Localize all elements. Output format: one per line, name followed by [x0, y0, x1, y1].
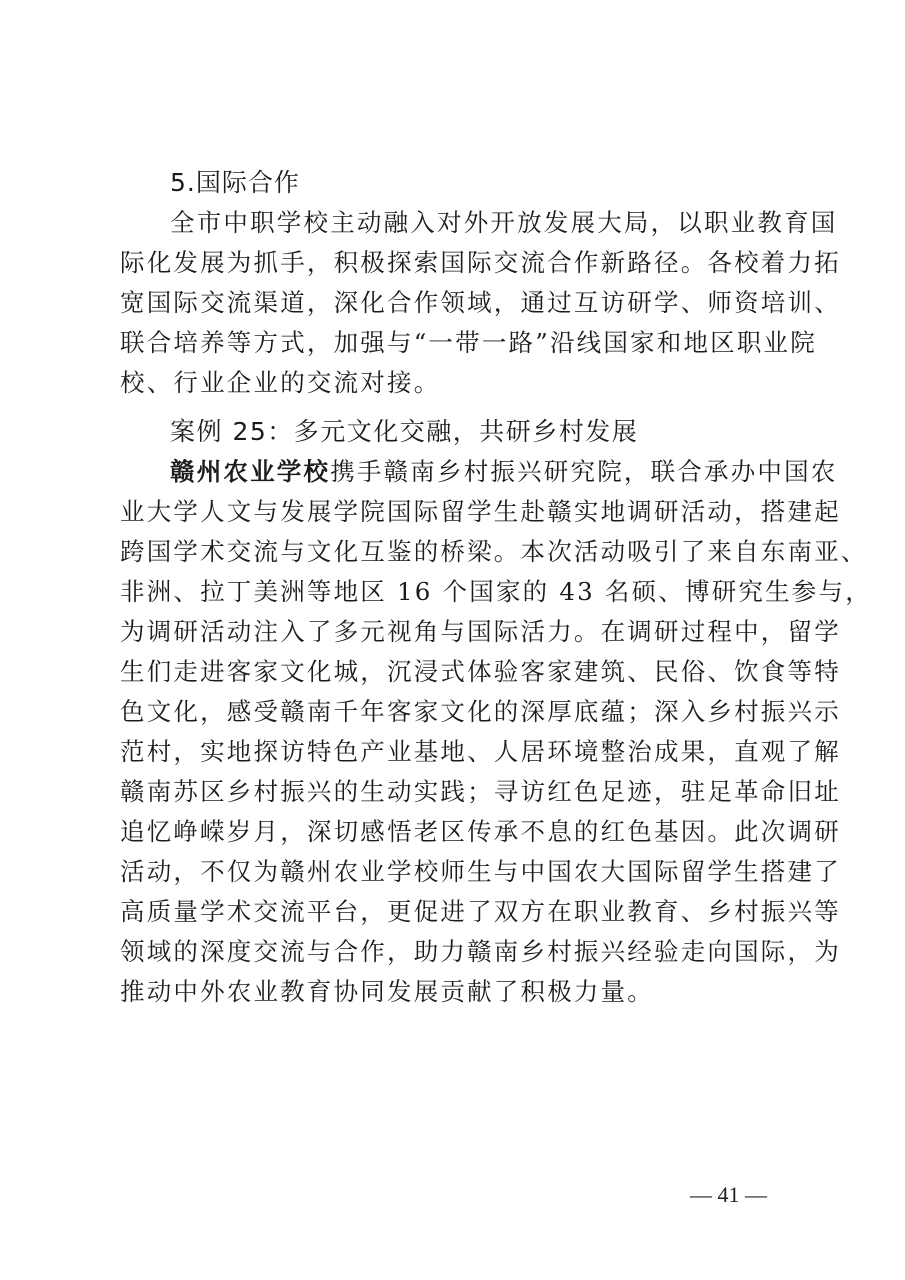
paragraph-line: 联合培养等方式，加强与“一带一路”沿线国家和地区职业院 [120, 328, 817, 357]
paragraph-line: 际化发展为抓手，积极探索国际交流合作新路径。各校着力拓 [120, 248, 841, 277]
case-line: 为调研活动注入了多元视角与国际活力。在调研过程中，留学 [120, 617, 841, 646]
page-number: — 41 — [690, 1182, 767, 1207]
case-line: 活动，不仅为赣州农业学校师生与中国农大国际留学生搭建了 [120, 857, 841, 886]
case-line: 非洲、拉丁美洲等地区 16 个国家的 43 名硕、博研究生参与， [120, 577, 872, 606]
case-line: 高质量学术交流平台，更促进了双方在职业教育、乡村振兴等 [120, 897, 841, 926]
case-line: 领域的深度交流与合作，助力赣南乡村振兴经验走向国际，为 [120, 937, 841, 966]
case-line: 范村，实地探访特色产业基地、人居环境整治成果，直观了解 [120, 737, 841, 766]
case-school-name: 赣州农业学校 [170, 457, 331, 486]
case-line: 生们走进客家文化城，沉浸式体验客家建筑、民俗、饮食等特 [120, 657, 841, 686]
case-paragraph [120, 457, 872, 1017]
paragraph-line: 校、行业企业的交流对接。 [120, 368, 441, 397]
case-lead-line [120, 457, 838, 497]
case-lead-text: 携手赣南乡村振兴研究院，联合承办中国农 [330, 457, 838, 486]
case-title: 案例 25：多元文化交融，共研乡村发展 [170, 417, 639, 446]
case-line: 业大学人文与发展学院国际留学生赴赣实地调研活动，搭建起 [120, 497, 841, 526]
case-line: 追忆峥嵘岁月，深切感悟老区传承不息的红色基因。此次调研 [120, 817, 841, 846]
case-line: 色文化，感受赣南千年客家文化的深厚底蕴；深入乡村振兴示 [120, 697, 841, 726]
section-paragraph [120, 208, 841, 408]
case-line: 赣南苏区乡村振兴的生动实践；寻访红色足迹，驻足革命旧址 [120, 777, 841, 806]
case-line: 跨国学术交流与文化互鉴的桥梁。本次活动吸引了来自东南亚、 [120, 537, 868, 566]
case-line: 推动中外农业教育协同发展贡献了积极力量。 [120, 977, 654, 1006]
section-heading: 5.国际合作 [170, 168, 300, 197]
paragraph-line: 宽国际交流渠道，深化合作领域，通过互访研学、师资培训、 [120, 288, 841, 317]
paragraph-line: 全市中职学校主动融入对外开放发展大局，以职业教育国 [170, 208, 838, 237]
